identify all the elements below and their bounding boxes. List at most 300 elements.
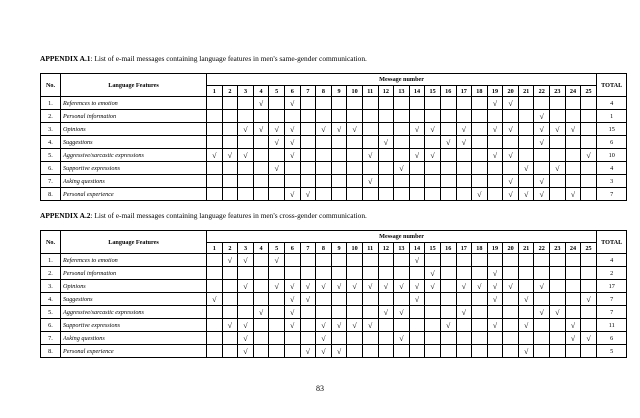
message-cell [534, 254, 550, 267]
message-cell [378, 110, 394, 123]
message-cell [456, 162, 472, 175]
message-cell [487, 110, 503, 123]
message-cell [394, 319, 410, 332]
message-cell [362, 162, 378, 175]
message-cell [503, 162, 519, 175]
message-cell [362, 123, 378, 136]
message-cell [440, 110, 456, 123]
message-cell [238, 136, 254, 149]
message-cell [362, 345, 378, 358]
message-cell [425, 254, 441, 267]
message-cell [347, 188, 363, 201]
message-cell [581, 267, 597, 280]
message-cell [300, 175, 316, 188]
message-cell [300, 162, 316, 175]
checkmark-cell: √ [378, 280, 394, 293]
row-total: 11 [597, 319, 627, 332]
checkmark-cell: √ [238, 332, 254, 345]
row-total: 6 [597, 332, 627, 345]
message-cell [394, 175, 410, 188]
checkmark-cell: √ [284, 319, 300, 332]
table-row [41, 97, 627, 110]
message-cell [550, 267, 566, 280]
message-number-header: 21 [518, 86, 534, 97]
message-cell [269, 175, 285, 188]
table-row [41, 149, 627, 162]
message-cell [472, 149, 488, 162]
message-cell [316, 110, 332, 123]
message-cell [409, 332, 425, 345]
checkmark-cell: √ [253, 97, 269, 110]
message-number-header: 1 [207, 243, 223, 254]
checkmark-cell: √ [550, 306, 566, 319]
message-cell [472, 110, 488, 123]
message-number-header: 4 [253, 86, 269, 97]
message-cell [456, 175, 472, 188]
message-cell [300, 123, 316, 136]
table-row [41, 319, 627, 332]
message-cell [222, 267, 238, 280]
checkmark-cell: √ [222, 149, 238, 162]
row-feature: Supportive expressions [61, 319, 207, 332]
message-number-header: 25 [581, 243, 597, 254]
message-cell [503, 110, 519, 123]
message-number-header: 12 [378, 243, 394, 254]
message-cell [238, 267, 254, 280]
checkmark-cell: √ [269, 162, 285, 175]
message-cell [425, 136, 441, 149]
row-total: 10 [597, 149, 627, 162]
message-cell [222, 345, 238, 358]
message-cell [269, 332, 285, 345]
message-cell [581, 97, 597, 110]
message-cell [347, 136, 363, 149]
message-cell [425, 162, 441, 175]
message-cell [316, 188, 332, 201]
message-cell [581, 306, 597, 319]
appendix-a1-label: APPENDIX A.1 [40, 54, 91, 63]
message-cell [362, 293, 378, 306]
checkmark-cell: √ [518, 188, 534, 201]
message-cell [222, 306, 238, 319]
checkmark-cell: √ [284, 123, 300, 136]
message-cell [300, 306, 316, 319]
checkmark-cell: √ [253, 306, 269, 319]
message-cell [581, 162, 597, 175]
message-cell [472, 162, 488, 175]
message-cell [440, 267, 456, 280]
row-feature: Asking questions [61, 332, 207, 345]
row-total: 6 [597, 136, 627, 149]
message-number-header: 7 [300, 86, 316, 97]
message-cell [207, 162, 223, 175]
message-cell [565, 345, 581, 358]
message-number-header: 16 [440, 243, 456, 254]
message-cell [550, 319, 566, 332]
message-number-header: 5 [269, 243, 285, 254]
checkmark-cell: √ [316, 332, 332, 345]
message-cell [378, 162, 394, 175]
message-cell [378, 293, 394, 306]
header-no: No. [41, 231, 61, 254]
checkmark-cell: √ [440, 136, 456, 149]
checkmark-cell: √ [378, 136, 394, 149]
message-cell [565, 293, 581, 306]
message-number-header: 8 [316, 86, 332, 97]
checkmark-cell: √ [347, 280, 363, 293]
message-number-header: 13 [394, 243, 410, 254]
message-cell [581, 280, 597, 293]
checkmark-cell: √ [362, 149, 378, 162]
message-number-header: 15 [425, 243, 441, 254]
checkmark-cell: √ [581, 332, 597, 345]
message-cell [362, 110, 378, 123]
message-cell [534, 332, 550, 345]
row-number: 5. [41, 149, 61, 162]
checkmark-cell: √ [487, 123, 503, 136]
message-cell [565, 280, 581, 293]
checkmark-cell: √ [503, 175, 519, 188]
message-cell [207, 267, 223, 280]
checkmark-cell: √ [409, 254, 425, 267]
checkmark-cell: √ [487, 149, 503, 162]
message-cell [284, 332, 300, 345]
message-cell [487, 136, 503, 149]
checkmark-cell: √ [300, 345, 316, 358]
checkmark-cell: √ [565, 319, 581, 332]
message-cell [347, 332, 363, 345]
checkmark-cell: √ [518, 162, 534, 175]
message-cell [409, 175, 425, 188]
table-row [41, 293, 627, 306]
message-cell [409, 97, 425, 110]
row-total: 17 [597, 280, 627, 293]
message-cell [300, 254, 316, 267]
message-cell [456, 332, 472, 345]
message-number-header: 25 [581, 86, 597, 97]
message-cell [300, 136, 316, 149]
checkmark-cell: √ [331, 123, 347, 136]
checkmark-cell: √ [503, 97, 519, 110]
checkmark-cell: √ [503, 149, 519, 162]
checkmark-cell: √ [347, 123, 363, 136]
message-cell [347, 254, 363, 267]
message-cell [362, 306, 378, 319]
checkmark-cell: √ [300, 293, 316, 306]
message-cell [284, 267, 300, 280]
checkmark-cell: √ [394, 280, 410, 293]
message-cell [347, 267, 363, 280]
message-cell [409, 319, 425, 332]
message-cell [456, 188, 472, 201]
message-cell [394, 149, 410, 162]
header-language-features: Language Features [61, 231, 207, 254]
message-cell [456, 254, 472, 267]
message-cell [409, 306, 425, 319]
table-row [41, 188, 627, 201]
table-row [41, 254, 627, 267]
checkmark-cell: √ [472, 188, 488, 201]
message-cell [456, 319, 472, 332]
row-total: 3 [597, 175, 627, 188]
message-cell [378, 97, 394, 110]
row-feature: Personal experience [61, 345, 207, 358]
checkmark-cell: √ [284, 306, 300, 319]
checkmark-cell: √ [534, 280, 550, 293]
checkmark-cell: √ [269, 254, 285, 267]
header-message-number: Message number [207, 231, 597, 243]
header-total: TOTAL [597, 74, 627, 97]
row-number: 7. [41, 332, 61, 345]
checkmark-cell: √ [534, 110, 550, 123]
table-row [41, 136, 627, 149]
message-cell [207, 175, 223, 188]
message-cell [394, 267, 410, 280]
message-cell [347, 306, 363, 319]
row-number: 7. [41, 175, 61, 188]
message-cell [487, 306, 503, 319]
message-cell [472, 345, 488, 358]
row-number: 6. [41, 162, 61, 175]
message-cell [269, 306, 285, 319]
row-number: 3. [41, 123, 61, 136]
message-cell [222, 97, 238, 110]
message-number-header: 22 [534, 243, 550, 254]
message-cell [425, 188, 441, 201]
message-cell [269, 97, 285, 110]
message-cell [269, 345, 285, 358]
appendix-a2-table [40, 230, 627, 358]
message-cell [284, 162, 300, 175]
message-number-header: 18 [472, 86, 488, 97]
message-cell [207, 306, 223, 319]
checkmark-cell: √ [222, 254, 238, 267]
row-total: 5 [597, 345, 627, 358]
message-cell [456, 293, 472, 306]
checkmark-cell: √ [581, 149, 597, 162]
message-cell [534, 319, 550, 332]
row-feature: Personal experience [61, 188, 207, 201]
message-cell [331, 293, 347, 306]
message-cell [394, 97, 410, 110]
message-cell [534, 345, 550, 358]
checkmark-cell: √ [284, 149, 300, 162]
message-cell [425, 110, 441, 123]
checkmark-cell: √ [565, 123, 581, 136]
message-cell [207, 97, 223, 110]
message-cell [269, 267, 285, 280]
message-number-header: 19 [487, 243, 503, 254]
message-cell [347, 345, 363, 358]
message-cell [378, 254, 394, 267]
message-cell [472, 136, 488, 149]
message-cell [222, 188, 238, 201]
message-number-header: 3 [238, 243, 254, 254]
checkmark-cell: √ [409, 149, 425, 162]
message-cell [238, 97, 254, 110]
table-row [41, 110, 627, 123]
message-number-header: 3 [238, 86, 254, 97]
message-cell [347, 110, 363, 123]
row-number: 4. [41, 293, 61, 306]
checkmark-cell: √ [534, 306, 550, 319]
message-number-header: 9 [331, 243, 347, 254]
checkmark-cell: √ [503, 188, 519, 201]
message-cell [378, 175, 394, 188]
message-cell [316, 293, 332, 306]
message-number-header: 5 [269, 86, 285, 97]
message-cell [347, 293, 363, 306]
table-row [41, 175, 627, 188]
checkmark-cell: √ [565, 332, 581, 345]
appendix-a1-caption [40, 54, 367, 63]
message-cell [394, 188, 410, 201]
message-cell [425, 175, 441, 188]
message-cell [362, 332, 378, 345]
message-cell [331, 306, 347, 319]
message-cell [581, 188, 597, 201]
message-cell [409, 267, 425, 280]
message-cell [207, 123, 223, 136]
message-cell [581, 175, 597, 188]
message-cell [207, 254, 223, 267]
message-cell [378, 188, 394, 201]
message-cell [472, 97, 488, 110]
message-cell [440, 293, 456, 306]
message-cell [440, 306, 456, 319]
row-feature: Aggressive/sarcastic expressions [61, 306, 207, 319]
message-cell [503, 136, 519, 149]
message-cell [487, 175, 503, 188]
message-cell [518, 306, 534, 319]
row-number: 2. [41, 267, 61, 280]
message-cell [550, 188, 566, 201]
message-cell [425, 345, 441, 358]
table-row [41, 162, 627, 175]
message-cell [394, 293, 410, 306]
message-cell [472, 306, 488, 319]
message-cell [550, 149, 566, 162]
message-number-header: 21 [518, 243, 534, 254]
message-cell [378, 123, 394, 136]
checkmark-cell: √ [238, 319, 254, 332]
message-number-header: 24 [565, 243, 581, 254]
message-cell [503, 306, 519, 319]
message-cell [565, 306, 581, 319]
checkmark-cell: √ [316, 319, 332, 332]
checkmark-cell: √ [238, 254, 254, 267]
message-cell [534, 267, 550, 280]
message-number-header: 10 [347, 86, 363, 97]
message-cell [409, 345, 425, 358]
row-number: 1. [41, 97, 61, 110]
message-cell [378, 319, 394, 332]
message-cell [316, 175, 332, 188]
message-cell [487, 254, 503, 267]
message-cell [440, 254, 456, 267]
message-number-header: 24 [565, 86, 581, 97]
checkmark-cell: √ [425, 267, 441, 280]
message-cell [362, 267, 378, 280]
message-cell [456, 149, 472, 162]
page-number: 83 [316, 384, 324, 393]
message-cell [253, 175, 269, 188]
message-cell [550, 254, 566, 267]
message-cell [581, 254, 597, 267]
message-cell [534, 97, 550, 110]
message-number-header: 6 [284, 243, 300, 254]
message-cell [300, 332, 316, 345]
message-number-header: 17 [456, 243, 472, 254]
message-cell [253, 345, 269, 358]
message-cell [518, 332, 534, 345]
message-cell [253, 319, 269, 332]
message-cell [440, 332, 456, 345]
checkmark-cell: √ [207, 293, 223, 306]
message-cell [503, 345, 519, 358]
row-total: 7 [597, 306, 627, 319]
message-cell [409, 110, 425, 123]
checkmark-cell: √ [534, 123, 550, 136]
message-cell [331, 136, 347, 149]
checkmark-cell: √ [300, 188, 316, 201]
message-cell [222, 175, 238, 188]
message-cell [362, 188, 378, 201]
message-cell [300, 110, 316, 123]
message-cell [316, 267, 332, 280]
message-cell [207, 319, 223, 332]
appendix-a1-title: : List of e-mail messages containing language features in men's same-gender communication. [90, 54, 367, 63]
message-number-header: 15 [425, 86, 441, 97]
message-number-header: 17 [456, 86, 472, 97]
message-cell [331, 175, 347, 188]
message-cell [425, 306, 441, 319]
message-cell [534, 293, 550, 306]
message-cell [331, 267, 347, 280]
checkmark-cell: √ [316, 345, 332, 358]
message-cell [331, 332, 347, 345]
message-cell [518, 123, 534, 136]
message-cell [534, 162, 550, 175]
message-cell [222, 123, 238, 136]
message-number-header: 10 [347, 243, 363, 254]
message-number-header: 4 [253, 243, 269, 254]
message-cell [472, 267, 488, 280]
message-cell [347, 149, 363, 162]
checkmark-cell: √ [394, 162, 410, 175]
message-cell [284, 254, 300, 267]
message-cell [238, 175, 254, 188]
message-cell [503, 319, 519, 332]
checkmark-cell: √ [503, 280, 519, 293]
message-cell [331, 97, 347, 110]
message-cell [518, 110, 534, 123]
message-cell [472, 123, 488, 136]
message-cell [269, 110, 285, 123]
message-cell [331, 149, 347, 162]
header-no: No. [41, 74, 61, 97]
message-cell [394, 254, 410, 267]
message-cell [440, 345, 456, 358]
checkmark-cell: √ [362, 319, 378, 332]
row-number: 8. [41, 188, 61, 201]
row-feature: Supportive expressions [61, 162, 207, 175]
message-cell [331, 254, 347, 267]
message-cell [550, 136, 566, 149]
checkmark-cell: √ [487, 97, 503, 110]
message-number-header: 1 [207, 86, 223, 97]
message-cell [238, 110, 254, 123]
